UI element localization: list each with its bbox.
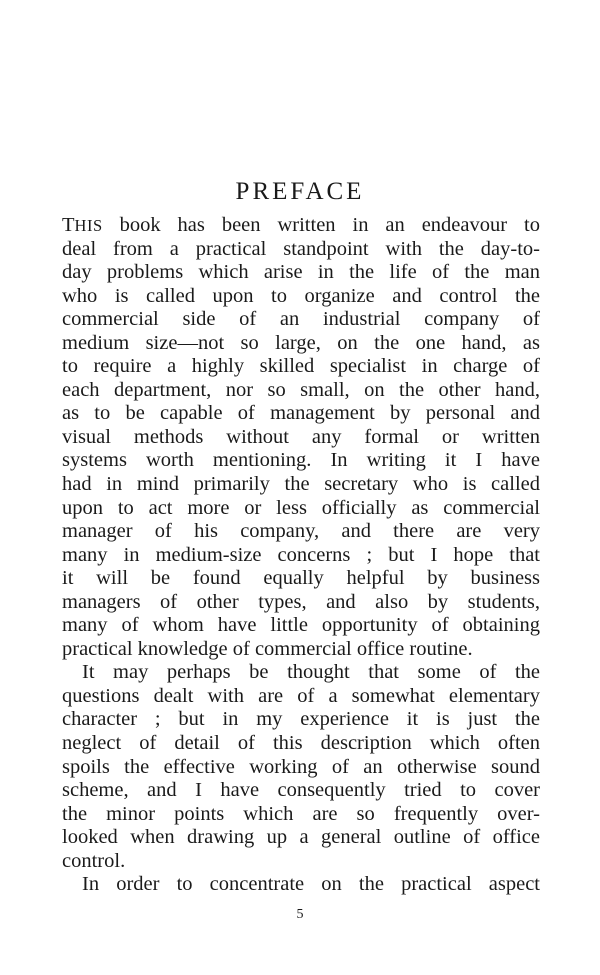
preface-body	[62, 214, 540, 897]
text-line-11: systems worth mentioning. In writing it I have	[62, 449, 540, 472]
text-line-29: In order to concentrate on the practical aspect	[82, 873, 540, 896]
text-line-2: deal from a practical standpoint with the day-to-	[62, 237, 540, 260]
text-line-7: to require a highly skilled specialist in charge of	[62, 355, 540, 378]
text-line-1-rest: book has been written in an endeavour to	[102, 214, 540, 236]
text-line-3: day problems which arise in the life of the man	[62, 261, 540, 284]
text-line-6: medium size—not so large, on the one hand, as	[62, 331, 540, 354]
text-line-27: looked when drawing up a general outline of office	[62, 826, 540, 849]
text-line-22: character ; but in my experience it is just the	[62, 708, 540, 731]
text-line-12: had in mind primarily the secretary who is called	[62, 473, 540, 496]
text-line-23: neglect of detail of this description which often	[62, 732, 540, 755]
first-word-small-caps: HIS	[74, 216, 103, 235]
text-line-28: control.	[62, 849, 126, 872]
text-line-26: the minor points which are so frequently over-	[62, 802, 540, 825]
text-line-18: many of whom have little opportunity of obtaining	[62, 614, 540, 637]
text-line-1	[62, 214, 540, 238]
text-line-17: managers of other types, and also by students,	[62, 590, 540, 613]
text-line-4: who is called upon to organize and control the	[62, 284, 540, 307]
text-line-21: questions dealt with are of a somewhat elementary	[62, 684, 540, 707]
text-line-13: upon to act more or less officially as commercial	[62, 496, 540, 519]
text-line-15: many in medium-size concerns ; but I hope that	[62, 543, 540, 566]
first-word-capital: T	[62, 214, 75, 236]
page-number: 5	[296, 907, 304, 922]
text-line-10: visual methods without any formal or written	[62, 425, 540, 448]
text-line-5: commercial side of an industrial company of	[62, 308, 540, 331]
text-line-16: it will be found equally helpful by business	[62, 567, 540, 590]
text-line-20: It may perhaps be thought that some of the	[82, 661, 540, 684]
text-line-8: each department, nor so small, on the other hand,	[62, 378, 540, 401]
text-line-24: spoils the effective working of an otherwise sound	[62, 755, 540, 778]
text-line-19: practical knowledge of commercial office routine.	[62, 637, 473, 660]
page-title: PREFACE	[235, 178, 365, 205]
text-line-25: scheme, and I have consequently tried to cover	[62, 779, 540, 802]
text-line-14: manager of his company, and there are very	[62, 520, 540, 543]
text-line-9: as to be capable of management by personal and	[62, 402, 540, 425]
